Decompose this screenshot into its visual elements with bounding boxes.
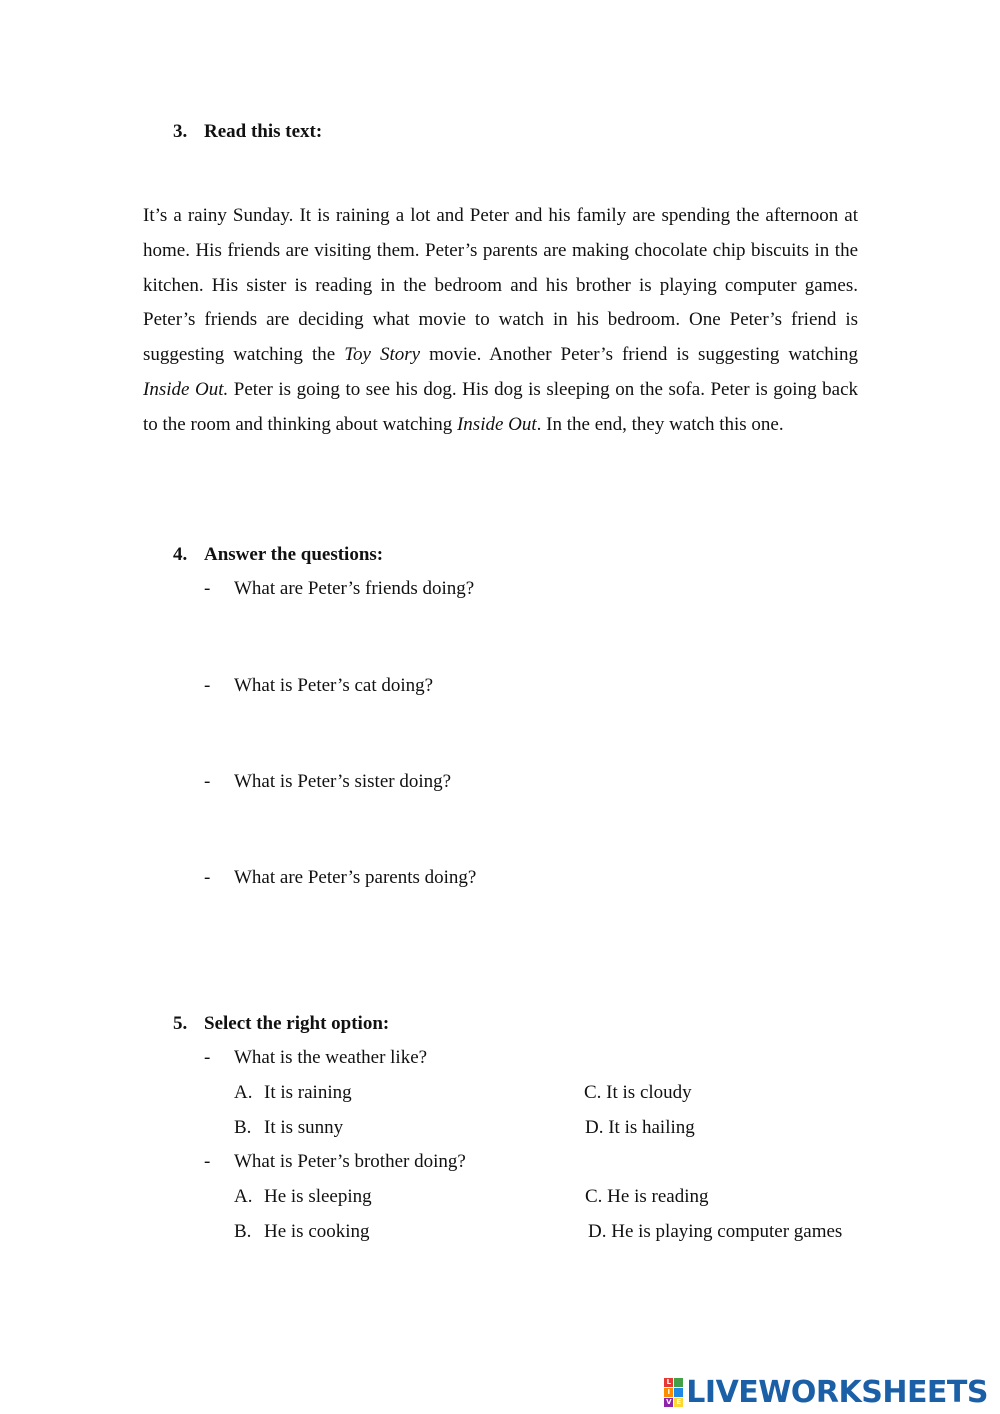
- option-letter: A.: [234, 1186, 253, 1207]
- section-3-number: 3.: [173, 121, 188, 142]
- mc-question: [204, 1150, 466, 1174]
- section-5-number: 5.: [173, 1013, 188, 1034]
- section-3-title: Read this text:: [204, 121, 323, 142]
- mc-question: [204, 1046, 427, 1070]
- question-text: What are Peter’s parents doing?: [234, 867, 477, 888]
- option-letter: A.: [234, 1082, 253, 1103]
- reading-passage: [143, 199, 858, 443]
- bullet-dash: -: [204, 771, 211, 792]
- option-b[interactable]: [234, 1116, 343, 1140]
- passage-run: It’s a rainy Sunday. It is raining a lot and Peter and his family are spending the afternoon at home. His friends are visiting them. Peter’s parents are making chocolate chip biscuits in the kitchen. His sister is reading in the bedroom and his brother is playing computer games. Peter’s friends are deciding what movie to watch in his bedroom. One Peter’s friend is suggesting watching the: [143, 205, 858, 366]
- question-text: What is Peter’s sister doing?: [234, 771, 452, 792]
- question-item: [204, 770, 451, 794]
- question-item: [204, 866, 476, 890]
- passage-title-run: Toy Story: [344, 344, 421, 366]
- mc-question-text: What is the weather like?: [234, 1047, 428, 1068]
- logo-tile: V: [666, 1398, 672, 1406]
- question-text: What is Peter’s cat doing?: [234, 675, 434, 696]
- bullet-dash: -: [204, 675, 211, 696]
- option-text: It is raining: [264, 1082, 352, 1103]
- mc-question-text: What is Peter’s brother doing?: [234, 1151, 466, 1172]
- section-5-heading: [173, 1012, 389, 1036]
- section-5-title: Select the right option:: [204, 1013, 390, 1034]
- option-d[interactable]: D. He is playing computer games: [588, 1221, 843, 1242]
- logo-tile: E: [674, 1398, 683, 1407]
- section-4-heading: [173, 543, 383, 567]
- logo-tile: I: [664, 1388, 673, 1397]
- passage-run: Peter is going to see his dog. His dog is sleeping on the sofa. Peter is going back to the room and thinking about watching: [143, 378, 859, 435]
- logo-tile: [674, 1388, 683, 1397]
- bullet-dash: -: [204, 867, 211, 888]
- logo-tiles-icon: [664, 1378, 683, 1407]
- section-4-number: 4.: [173, 544, 188, 565]
- reading-passage-text: [143, 199, 858, 443]
- section-3-heading: [173, 120, 322, 144]
- passage-title-run: Inside Out.: [143, 378, 229, 400]
- option-text: He is sleeping: [264, 1186, 372, 1207]
- liveworksheets-logo: [664, 1376, 988, 1408]
- option-text: He is cooking: [264, 1221, 370, 1242]
- question-item: [204, 577, 474, 601]
- option-d[interactable]: D. It is hailing: [585, 1117, 695, 1138]
- option-a[interactable]: [234, 1081, 352, 1105]
- question-item: [204, 674, 433, 698]
- bullet-dash: -: [204, 1047, 211, 1068]
- bullet-dash: -: [204, 578, 211, 599]
- option-text: It is sunny: [264, 1117, 344, 1138]
- option-c[interactable]: C. It is cloudy: [584, 1082, 692, 1103]
- passage-title-run: Inside Out: [456, 413, 537, 435]
- bullet-dash: -: [204, 1151, 211, 1172]
- option-c[interactable]: C. He is reading: [585, 1186, 709, 1207]
- option-letter: B.: [234, 1221, 252, 1242]
- option-letter: B.: [234, 1117, 252, 1138]
- option-a[interactable]: [234, 1185, 372, 1209]
- passage-run: movie. Another Peter’s friend is suggesting watching: [420, 344, 858, 366]
- logo-tile: L: [664, 1378, 673, 1387]
- section-4-title: Answer the questions:: [204, 544, 384, 565]
- question-text: What are Peter’s friends doing?: [234, 578, 475, 599]
- passage-run: . In the end, they watch this one.: [536, 413, 784, 435]
- logo-text: LIVEWORKSHEETS: [686, 1374, 988, 1410]
- option-b[interactable]: [234, 1220, 370, 1244]
- logo-tile: [674, 1378, 683, 1387]
